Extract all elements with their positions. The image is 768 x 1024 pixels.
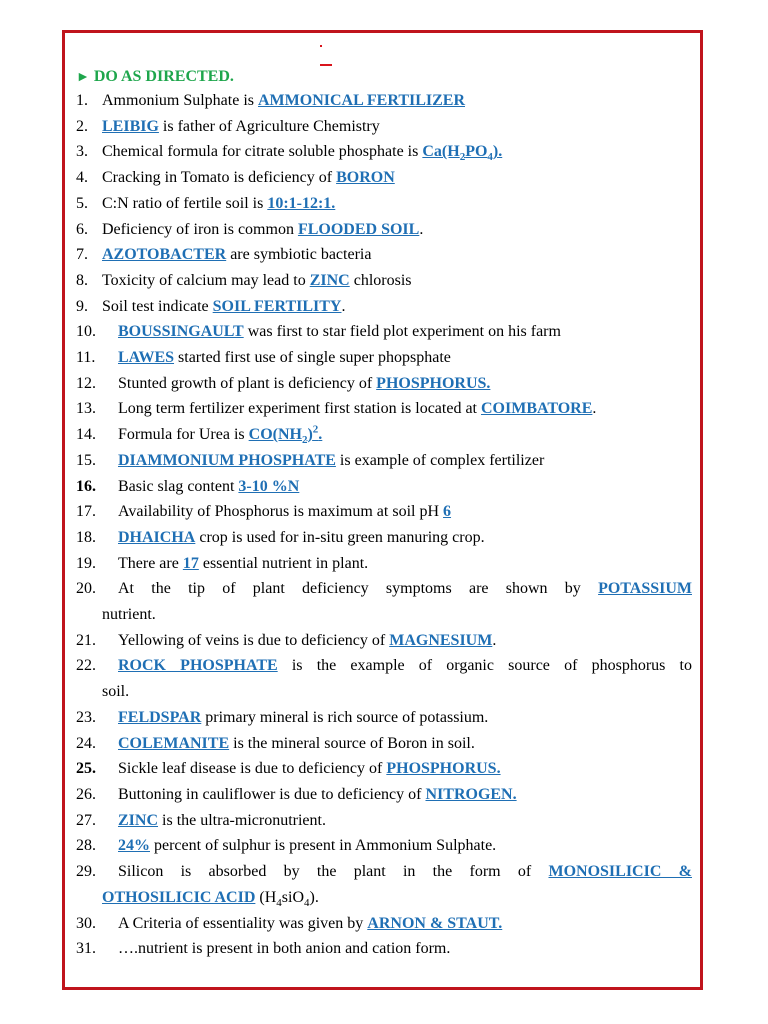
item-number: 13.: [76, 400, 96, 418]
item-text: [118, 555, 368, 572]
item-text: [118, 632, 496, 649]
text-segment: is the example of organic source of phosphorus to: [277, 657, 692, 675]
list-item: [76, 217, 692, 243]
list-item: [76, 139, 692, 165]
item-number: 3.: [76, 143, 88, 161]
text-segment: ….nutrient is present in both anion and cation form.: [118, 940, 451, 958]
item-text: [118, 735, 475, 752]
item-text: [102, 92, 465, 109]
item-number: 2.: [76, 117, 88, 135]
text-segment: soil.: [102, 683, 130, 701]
item-text: [102, 143, 503, 164]
text-segment: crop is used for in-situ green manuring crop.: [195, 528, 485, 546]
list-item: [76, 345, 692, 371]
answer-text: PHOSPHORUS.: [376, 374, 491, 392]
list-item: [76, 499, 692, 525]
answer-text: 10:1-12:1.: [267, 194, 336, 212]
item-number: 24.: [76, 734, 96, 752]
red-mark: [320, 64, 332, 66]
answer: [213, 298, 342, 315]
text-segment: is the mineral source of Boron in soil.: [229, 734, 475, 752]
item-text: [118, 657, 692, 674]
list-item: [76, 936, 692, 962]
text-segment: Availability of Phosphorus is maximum at soil pH: [118, 503, 444, 521]
list-item: [76, 628, 692, 654]
answer-text: ROCK PHOSPHATE: [118, 657, 278, 675]
text-segment: (H: [255, 888, 277, 906]
item-number: 18.: [76, 528, 96, 546]
item-number: 21.: [76, 631, 96, 649]
item-text: [102, 221, 423, 238]
text-segment: Ammonium Sulphate is: [102, 92, 258, 109]
list-item: [76, 191, 692, 217]
item-number: 6.: [76, 220, 88, 238]
text-segment: .: [419, 220, 424, 238]
answer-text: ): [307, 426, 313, 444]
item-number: 12.: [76, 374, 96, 392]
answer-text: 17: [182, 554, 199, 572]
answer-text: Ca(H: [422, 143, 460, 161]
answer-text: AMMONICAL FERTILIZER: [258, 92, 466, 109]
subscript: 2: [459, 151, 466, 164]
item-text: [102, 246, 371, 263]
list-item: [76, 808, 692, 834]
answer-text: COLEMANITE: [118, 734, 230, 752]
list-item: [76, 833, 692, 859]
answer: [118, 657, 278, 674]
list-item: [76, 242, 692, 268]
list-item: [76, 731, 692, 757]
list-item: [76, 268, 692, 294]
answer-text: FLOODED SOIL: [297, 220, 420, 238]
text-segment: ).: [309, 888, 319, 906]
item-text: [102, 195, 335, 212]
item-number: 29.: [76, 863, 96, 881]
text-segment: was first to star field plot experiment on his farm: [243, 323, 561, 341]
item-number: 9.: [76, 297, 88, 315]
item-number: 15.: [76, 451, 96, 469]
item-number: 26.: [76, 785, 96, 803]
item-text: [118, 375, 490, 392]
answer: [258, 92, 465, 109]
answer-text: LAWES: [118, 349, 175, 367]
list-item: [76, 782, 692, 808]
answer: [118, 349, 174, 366]
item-number: 16.: [76, 477, 96, 495]
text-segment: Cracking in Tomato is deficiency of: [102, 169, 337, 187]
answer-text: BOUSSINGAULT: [118, 323, 244, 341]
list-item: [76, 474, 692, 500]
answer-text: DIAMMONIUM PHOSPHATE: [118, 451, 336, 469]
answer-text: SOIL FERTILITY: [212, 297, 342, 315]
answer-text: ).: [492, 143, 503, 161]
subscript: 4: [304, 896, 310, 909]
item-number: 30.: [76, 914, 96, 932]
superscript: 2: [312, 423, 319, 436]
answer-text: AZOTOBACTER: [102, 246, 227, 264]
list-item: [76, 911, 692, 937]
item-text: [102, 118, 380, 135]
list-item: [76, 114, 692, 140]
answer: [238, 478, 299, 495]
text-segment: There are: [118, 554, 183, 572]
answer: [367, 915, 502, 932]
item-text: [118, 349, 451, 366]
answer: [248, 423, 323, 447]
answer: [102, 118, 159, 135]
item-number: 11.: [76, 349, 96, 367]
text-segment: A Criteria of essentiality was given by: [118, 914, 368, 932]
answer: [422, 143, 503, 164]
item-number: 22.: [76, 657, 96, 675]
answer-text: OTHOSILICIC ACID: [102, 888, 256, 906]
text-segment: primary mineral is rich source of potassium.: [201, 708, 489, 726]
item-number: 23.: [76, 708, 96, 726]
list-item: [76, 422, 692, 448]
item-text: [118, 812, 326, 829]
section-heading: ► DO AS DIRECTED.: [76, 68, 234, 85]
text-segment: .: [492, 631, 497, 649]
answer: [389, 632, 492, 649]
item-number: 8.: [76, 271, 88, 289]
item-number: 7.: [76, 246, 88, 264]
item-number: 19.: [76, 554, 96, 572]
answer: [310, 272, 350, 289]
question-list: [76, 88, 692, 962]
text-segment: is father of Agriculture Chemistry: [158, 117, 380, 135]
text-segment: .: [592, 400, 597, 418]
item-number: 10.: [76, 323, 96, 341]
list-item: [76, 705, 692, 731]
list-item: [76, 859, 692, 910]
list-item: [76, 448, 692, 474]
list-item: [76, 165, 692, 191]
text-segment: Stunted growth of plant is deficiency of: [118, 374, 377, 392]
text-segment: Yellowing of veins is due to deficiency of: [118, 631, 390, 649]
answer: [267, 195, 335, 212]
item-number: 20.: [76, 580, 96, 598]
subscript: 2: [301, 434, 308, 447]
text-segment: Toxicity of calcium may lead to: [102, 271, 310, 289]
text-segment: are symbiotic bacteria: [226, 246, 372, 264]
text-segment: is example of complex fertilizer: [335, 451, 545, 469]
answer-text: 24%: [118, 837, 150, 855]
text-segment: nutrient.: [102, 606, 156, 624]
text-segment: Sickle leaf disease is due to deficiency of: [118, 760, 387, 778]
answer-text: .: [318, 426, 323, 444]
item-text: [102, 169, 395, 186]
list-item: [76, 371, 692, 397]
answer-text: COIMBATORE: [480, 400, 593, 418]
answer: [425, 786, 516, 803]
text-segment: Soil test indicate: [102, 297, 213, 315]
text-segment: .: [341, 297, 346, 315]
item-text: [118, 323, 561, 340]
answer-text: NITROGEN.: [425, 785, 517, 803]
list-item: [76, 88, 692, 114]
answer: [102, 246, 226, 263]
text-segment: chlorosis: [349, 271, 412, 289]
item-continuation: [102, 679, 692, 705]
item-text: [118, 837, 496, 854]
text-segment: essential nutrient in plant.: [198, 554, 369, 572]
item-number: 1.: [76, 92, 88, 109]
list-item: [76, 653, 692, 704]
list-item: [76, 576, 692, 627]
red-mark: [320, 45, 322, 47]
answer-text: CO(NH: [248, 426, 302, 444]
list-item: [76, 756, 692, 782]
answer: [118, 735, 229, 752]
answer-text: 6: [443, 503, 452, 521]
item-text: [118, 580, 692, 597]
item-number: 28.: [76, 837, 96, 855]
item-number: 25.: [76, 760, 96, 778]
item-number: 31.: [76, 940, 96, 958]
item-text: [118, 452, 544, 469]
text-segment: Long term fertilizer experiment first station is located at: [118, 400, 481, 418]
answer: [481, 400, 592, 417]
text-segment: C:N ratio of fertile soil is: [102, 194, 268, 212]
text-segment: At the tip of plant deficiency symptoms are shown by: [118, 580, 599, 598]
item-text: [118, 915, 502, 932]
answer-text: LEIBIG: [102, 117, 159, 135]
subscript: 4: [276, 896, 282, 909]
item-text: [118, 503, 451, 520]
answer-text: ZINC: [118, 811, 159, 829]
answer-text: MONOSILICIC &: [548, 863, 692, 881]
text-segment: percent of sulphur is present in Ammonium Sulphate.: [150, 837, 497, 855]
answer: [102, 889, 255, 906]
item-number: 4.: [76, 169, 88, 187]
item-number: 17.: [76, 503, 96, 521]
answer-text: BORON: [336, 169, 395, 187]
text-segment: Formula for Urea is: [118, 426, 249, 444]
answer-text: FELDSPAR: [118, 708, 202, 726]
list-item: [76, 551, 692, 577]
text-segment: Deficiency of iron is common: [102, 220, 298, 238]
answer: [548, 863, 692, 880]
answer: [598, 580, 692, 597]
item-text: [118, 529, 485, 546]
answer: [336, 169, 395, 186]
answer: [376, 375, 490, 392]
triangle-right-icon: ►: [76, 70, 90, 85]
answer-text: MAGNESIUM: [389, 631, 493, 649]
item-text: [118, 709, 488, 726]
answer: [118, 323, 244, 340]
answer-text: ARNON & STAUT.: [367, 914, 503, 932]
text-segment: is the ultra-micronutrient.: [158, 811, 326, 829]
item-number: 27.: [76, 811, 96, 829]
answer-text: POTASSIUM: [598, 580, 692, 598]
subscript: 4: [487, 151, 493, 164]
text-segment: Buttoning in cauliflower is due to deficiency of: [118, 785, 426, 803]
item-text: [118, 423, 323, 447]
item-text: [118, 863, 692, 880]
answer: [386, 760, 500, 777]
item-text: [118, 786, 517, 803]
list-item: [76, 294, 692, 320]
answer-text: PO: [465, 143, 488, 161]
item-text: [102, 272, 412, 289]
item-text: [102, 298, 345, 315]
item-number: 14.: [76, 426, 96, 444]
answer: [183, 555, 199, 572]
answer: [443, 503, 451, 520]
item-continuation: [102, 602, 692, 628]
answer-text: DHAICHA: [118, 528, 196, 546]
answer-text: PHOSPHORUS.: [386, 760, 501, 778]
item-continuation: [102, 885, 692, 911]
answer: [118, 709, 201, 726]
list-item: [76, 319, 692, 345]
text-segment: Chemical formula for citrate soluble phosphate is: [102, 143, 423, 161]
answer: [118, 529, 195, 546]
answer-text: 3-10 %N: [238, 477, 300, 495]
text-segment: Basic slag content: [118, 477, 239, 495]
item-text: [118, 940, 450, 957]
answer: [118, 837, 150, 854]
answer: [118, 452, 336, 469]
item-text: [118, 400, 596, 417]
text-segment: Silicon is absorbed by the plant in the form of: [118, 863, 549, 881]
answer-text: ZINC: [309, 271, 350, 289]
list-item: [76, 396, 692, 422]
answer: [118, 812, 158, 829]
item-number: 5.: [76, 194, 88, 212]
text-segment: siO: [281, 888, 304, 906]
item-text: [118, 760, 501, 777]
item-text: [118, 478, 299, 495]
answer: [298, 221, 419, 238]
list-item: [76, 525, 692, 551]
text-segment: started first use of single super phopsphate: [174, 349, 451, 367]
